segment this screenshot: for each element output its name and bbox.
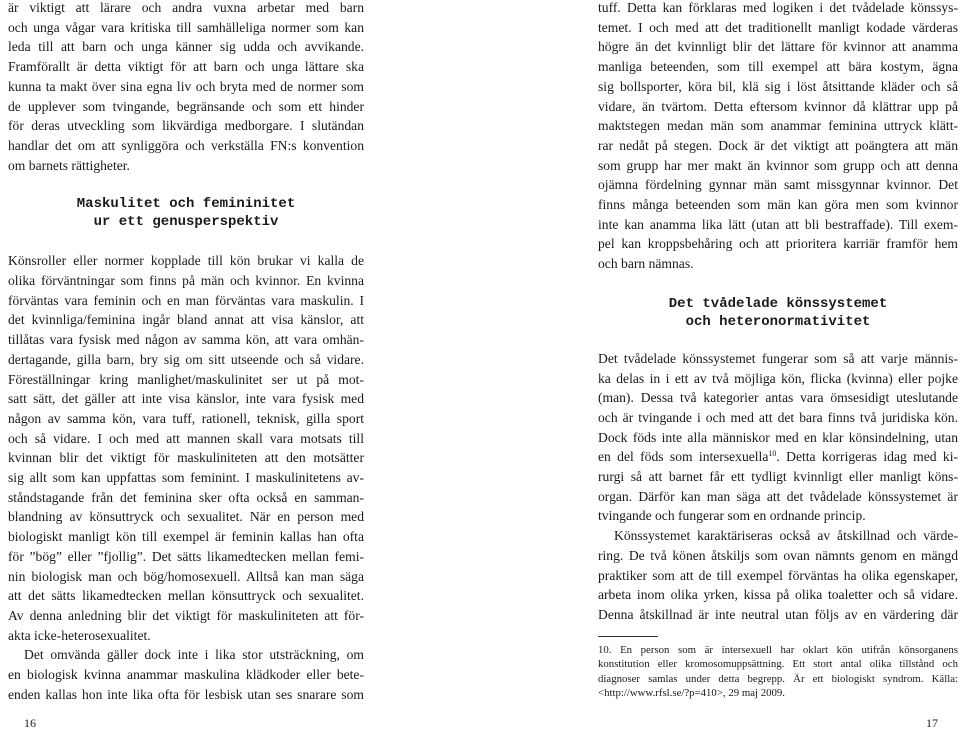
text-line: organ. Därför kan man säga att det tvådelade könssystemet är bbox=[598, 488, 958, 504]
text-line: att det sätts likamedtecken mellan könsuttryck och sexualitet. bbox=[8, 588, 364, 604]
text-line: det kvinnliga/feminina ingår bland annat att visa känslor, att bbox=[8, 312, 364, 328]
text-line: en biologisk kvinna anammar maskulina klädkoder eller bete- bbox=[8, 667, 364, 683]
right-page bbox=[480, 0, 960, 736]
text-line: kunna ta makt över sina egna liv och bryta med de normer som bbox=[8, 78, 364, 94]
text-line: sig bollsporter, köra bil, klä sig i löst åtsittande kläder och så bbox=[598, 78, 958, 94]
text-line: enden kallas hon inte lika ofta för lesbisk utan ses snarare som bbox=[8, 686, 364, 702]
right-text-column bbox=[598, 0, 958, 700]
text-line: inte kan anamma lika lätt (utan att bli bestraffade). Till exem- bbox=[598, 216, 958, 232]
text-line: Könssystemet karaktäriseras också av åtskillnad och värde- bbox=[614, 528, 958, 544]
footnote-reference[interactable]: 10 bbox=[768, 449, 777, 459]
right-paragraph-2 bbox=[598, 349, 958, 526]
text-line: dertagande, gilla barn, bry sig om sitt utseende och så vidare. bbox=[8, 351, 364, 367]
left-paragraph-1 bbox=[8, 0, 364, 175]
text-line: någon av samma kön, vara tuff, rationell, teknisk, gilla sport bbox=[8, 410, 364, 426]
heading-line: ur ett genusperspektiv bbox=[93, 214, 279, 231]
text-line: för deras utveckling som likvärdiga medborgare. I slutändan bbox=[8, 118, 364, 134]
text-line: ojämna fördelning gynnar män samt missgynnar kvinnor. Det bbox=[598, 177, 958, 193]
text-line: Av denna anledning blir det viktigt för maskuliniteten att för- bbox=[8, 607, 364, 623]
text-line: ka delas in i ett av två möjliga kön, flicka (kvinna) eller pojke bbox=[598, 370, 958, 386]
section-heading-gender-system bbox=[598, 295, 958, 331]
text-line: rurgi så att barnet får ett tydligt kvinnligt eller manligt köns- bbox=[598, 469, 958, 485]
text-line: olika förväntningar som finns på män och kvinnor. En kvinna bbox=[8, 273, 364, 289]
text-line: om barnets rättigheter. bbox=[8, 157, 130, 173]
heading-line: Det tvådelade könssystemet bbox=[668, 295, 888, 312]
text-line-with-footnote bbox=[598, 447, 958, 467]
text-line: vidare, än tvärtom. Detta eftersom kvinnor då klättrar upp på bbox=[598, 98, 958, 114]
left-text-column bbox=[8, 0, 364, 705]
text-line: ståndstagande från det feminina sker ofta också en samman- bbox=[8, 489, 364, 505]
text-line: för ”bög” eller ”fjollig”. Det sätts likamedtecken mellan femi- bbox=[8, 548, 364, 564]
text-line: praktiker som att de till exempel förväntas ha olika egenskaper, bbox=[598, 567, 958, 583]
text-line: (man). Dessa två kategorier antas vara ömsesidigt uteslutande bbox=[598, 390, 958, 406]
text-line: Könsroller eller normer kopplade till kön brukar vi kalla de bbox=[8, 253, 364, 269]
text-line: rar nedåt på stegen. Dock är det viktigt att poängtera att män bbox=[598, 137, 958, 153]
text-line: nin biologisk man och bög/homosexuell. Alltså kan man säga bbox=[8, 568, 364, 584]
text-line: högre än det kvinnligt blir det lättare för kvinnor att anamma bbox=[598, 39, 958, 55]
text-segment: . Detta korrigeras idag med ki- bbox=[776, 449, 958, 465]
text-line: manliga beteenden, som till exempel att bära kostym, ägna bbox=[598, 59, 958, 75]
text-line: är viktigt att lärare och andra vuxna arbetar med barn bbox=[8, 0, 364, 15]
section-heading-masculinity bbox=[8, 195, 364, 231]
page-number-right: 17 bbox=[926, 716, 938, 730]
right-paragraph-1 bbox=[598, 0, 958, 274]
text-line: Föreställningar kring manlighet/maskulinitet ser ut på mot- bbox=[8, 371, 364, 387]
text-line: handlar det om att synliggöra och verkställa FN:s konvention bbox=[8, 137, 364, 153]
heading-line: Maskulitet och femininitet bbox=[76, 196, 296, 213]
text-line: Denna åtskillnad är inte neutral utan följs av en värdering där bbox=[598, 606, 958, 622]
footnote-source-link[interactable]: <http://www.rfsl.se/?p=410>, 29 maj 2009. bbox=[598, 686, 785, 699]
footnote bbox=[598, 643, 958, 701]
heading-line: och heteronormativitet bbox=[685, 313, 871, 330]
right-paragraph-3 bbox=[598, 526, 958, 625]
text-line: pel kan kroppsbehåring och att prioritera karriär framför hem bbox=[598, 236, 958, 252]
page-number-left: 16 bbox=[24, 716, 36, 730]
left-paragraph-3 bbox=[8, 645, 364, 704]
text-line: och unga vågar vara kritiska till samhälleliga normer som kan bbox=[8, 19, 364, 35]
text-line: kvinnan blir det viktigt för maskuliniteten att den motsätter bbox=[8, 450, 364, 466]
text-line: Dock föds inte alla människor med en klar könsindelning, utan bbox=[598, 429, 958, 445]
text-line: tvingande och fungerar som en ordnande princip. bbox=[598, 508, 866, 524]
text-line: Framförallt är detta viktigt för att barn och unga lättare ska bbox=[8, 59, 364, 75]
text-line: Det omvända gäller dock inte i lika stor utsträckning, om bbox=[24, 647, 364, 663]
text-line: leda till att barn och unga känner sig udda och avvikande. bbox=[8, 39, 364, 55]
text-line: satt sätt, det gäller att inte visa känslor, inte vara fysisk med bbox=[8, 391, 364, 407]
text-line: tuff. Detta kan förklaras med logiken i det tvådelade könssys- bbox=[598, 0, 958, 15]
text-line: och barn nämnas. bbox=[598, 256, 694, 272]
text-line: akta icke-heterosexualitet. bbox=[8, 627, 151, 643]
text-line: Det tvådelade könssystemet fungerar som så att varje männis- bbox=[598, 350, 958, 366]
text-line: sig allt som kan uppfattas som feminint. I maskulinitetens av- bbox=[8, 470, 364, 486]
footnote-divider bbox=[598, 636, 658, 637]
text-line: biologiskt manligt kön till exempel är feminin kallas han ofta bbox=[8, 529, 364, 545]
text-line: maktstegen medan män som anammar feminina uttryck klätt- bbox=[598, 118, 958, 134]
text-line: blandning av könsuttryck och sexualitet. När en person med bbox=[8, 509, 364, 525]
text-line: och så vidare. I och med att mannen skall vara motsats till bbox=[8, 430, 364, 446]
text-line: de upplever som tvingande, begränsande och som ett hinder bbox=[8, 98, 364, 114]
footnote-line: konstitution eller kromosomuppsättning. Ett stort antal olika tillstånd och bbox=[598, 658, 958, 671]
text-segment: en del föds som intersexuella bbox=[598, 449, 769, 465]
text-line: ring. De två könen åtskiljs som ovan nämnts genom en mängd bbox=[598, 547, 958, 563]
text-line: arbeta inom olika yrken, kissa på olika toaletter och så vidare. bbox=[598, 587, 958, 603]
footnote-line: diagnoser samlas under detta begrepp. Är ett biologiskt syndrom. Källa: bbox=[598, 672, 958, 685]
text-line: tillåtas vara fysisk med någon av samma kön, att vara omhän- bbox=[8, 332, 364, 348]
footnote-line: 10. En person som är intersexuell har oklart kön utifrån könsorganens bbox=[598, 643, 958, 656]
left-paragraph-2 bbox=[8, 251, 364, 645]
text-line: förväntas vara feminin och en man förväntas vara maskulin. I bbox=[8, 292, 364, 308]
text-line: som grupp har mer makt än kvinnor som grupp och att denna bbox=[598, 157, 958, 173]
text-line: temet. I och med att det traditionellt manligt kodade värderas bbox=[598, 19, 958, 35]
text-line: finns många beteenden som män kan göra men som kvinnor bbox=[598, 197, 958, 213]
text-line: och är tvingande i och med att det bara finns två juridiska kön. bbox=[598, 409, 958, 425]
